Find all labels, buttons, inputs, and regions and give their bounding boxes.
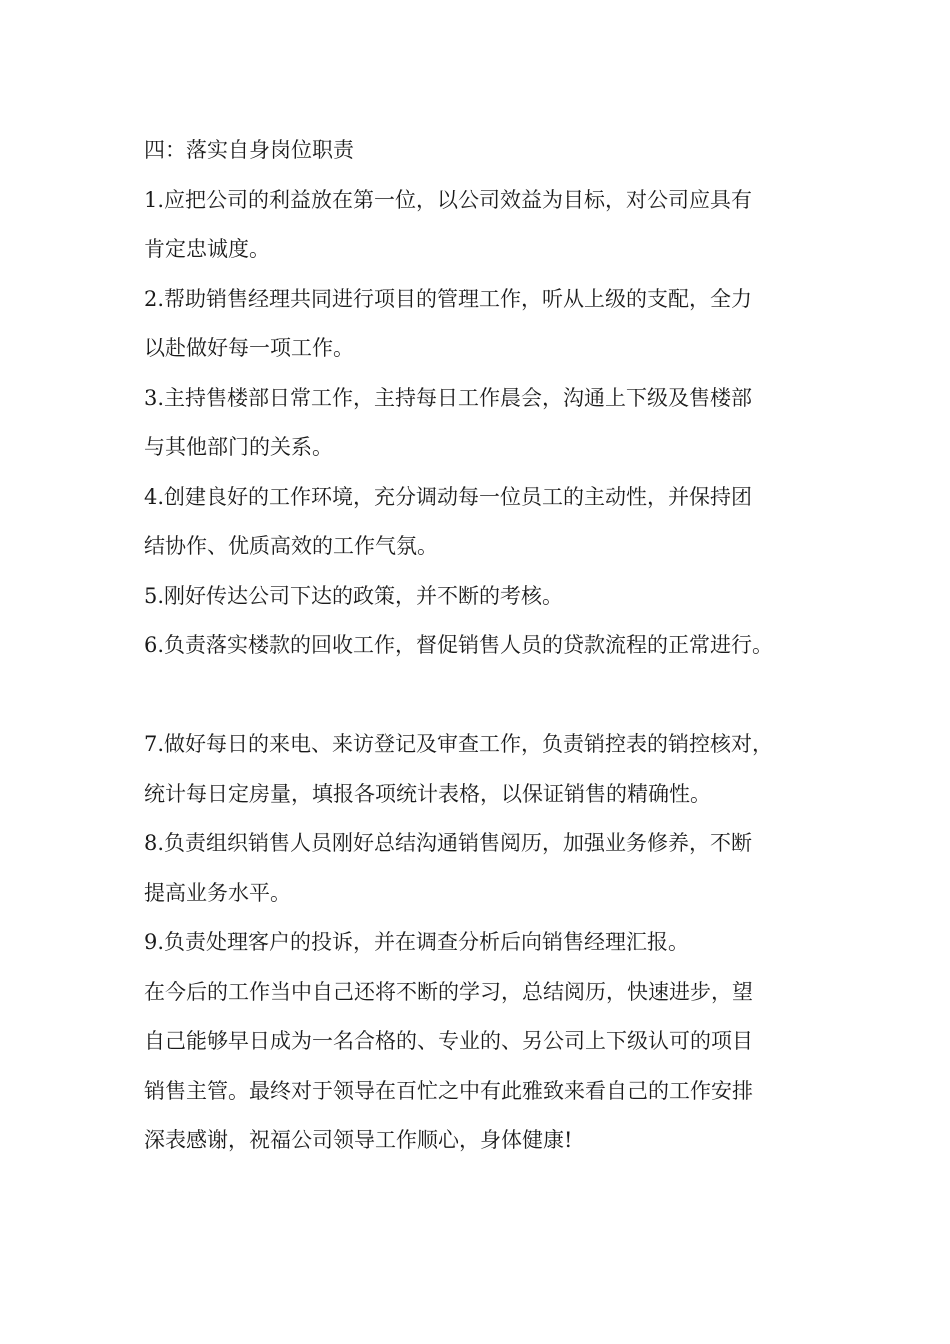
text-line: 与其他部门的关系。	[144, 435, 333, 459]
text-line: 在今后的工作当中自己还将不断的学习，总结阅历，快速进步，望	[144, 979, 753, 1004]
document-body	[144, 126, 824, 1166]
text-line: 深表感谢，祝福公司领导工作顺心，身体健康!	[144, 1128, 573, 1152]
text-line: 统计每日定房量，填报各项统计表格，以保证销售的精确性。	[144, 781, 711, 806]
text-line: 6.负责落实楼款的回收工作，督促销售人员的贷款流程的正常进行。	[144, 633, 774, 657]
text-line: 8.负责组织销售人员刚好总结沟通销售阅历，加强业务修养，不断	[144, 831, 753, 855]
text-line: 7.做好每日的来电、来访登记及审查工作，负责销控表的销控核对，	[144, 732, 774, 756]
text-line: 结协作、优质高效的工作气氛。	[144, 534, 438, 558]
text-line: 销售主管。最终对于领导在百忙之中有此雅致来看自己的工作安排	[144, 1078, 753, 1103]
text-line: 5.刚好传达公司下达的政策，并不断的考核。	[144, 583, 564, 608]
text-line: 4.创建良好的工作环境，充分调动每一位员工的主动性，并保持团	[144, 484, 753, 509]
text-line: 3.主持售楼部日常工作，主持每日工作晨会，沟通上下级及售楼部	[144, 385, 753, 410]
text-line: 肯定忠诚度。	[144, 237, 270, 261]
text-line: 2.帮助销售经理共同进行项目的管理工作，听从上级的支配，全力	[144, 286, 753, 311]
text-line: 以赴做好每一项工作。	[144, 336, 354, 360]
text-line: 自己能够早日成为一名合格的、专业的、另公司上下级认可的项目	[144, 1029, 753, 1053]
section-heading: 四：落实自身岗位职责	[144, 138, 354, 162]
text-line: 提高业务水平。	[144, 880, 291, 905]
text-line: 9.负责处理客户的投诉，并在调查分析后向销售经理汇报。	[144, 930, 690, 954]
blank-line	[144, 671, 824, 721]
text-line: 1.应把公司的利益放在第一位，以公司效益为目标，对公司应具有	[144, 187, 753, 212]
